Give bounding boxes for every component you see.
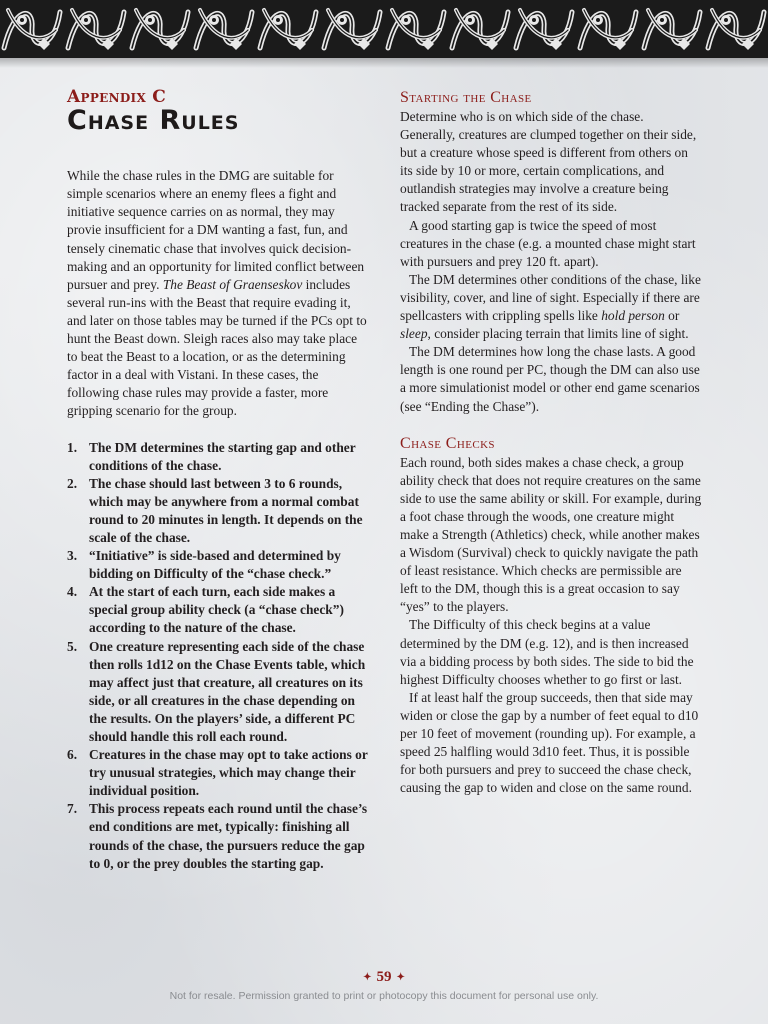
list-item-number: 6.	[67, 747, 78, 763]
section-heading-checks: Chase Checks	[400, 434, 495, 452]
spell-hold-person: hold person	[601, 308, 665, 324]
list-item-text: The DM determines the starting gap and other conditions of the chase.	[89, 439, 356, 473]
list-item-text: This process repeats each round until the chase’s end conditions are met, typically: finishing all rounds of the chase, the pursuers reduce the gap to 0, or the prey doubles the starting gap.	[89, 801, 368, 871]
list-item-text: Creatures in the chase may opt to take actions or try unusual strategies, which may change their individual position.	[89, 747, 368, 799]
starting-paragraph-1: Determine who is on which side of the chase. Generally, creatures are clumped together on their side, but a creature whose speed is different from others on its side by 10 or more, certain complications, and outlandish strategies may involve a creature being tracked separate from the rest of its side.	[400, 109, 697, 215]
intro-paragraph	[67, 167, 370, 420]
left-column	[67, 86, 370, 873]
list-item-text: The chase should last between 3 to 6 rounds, which may be anywhere from a normal combat round to 20 minutes in length. It depends on the scale of the chase.	[89, 475, 363, 545]
list-item	[67, 583, 370, 637]
list-item-text: At the start of each turn, each side makes a special group ability check (a “chase check”) according to the nature of the chase.	[89, 584, 344, 636]
starting-p3-text-c: , consider placing terrain that limits line of sight.	[427, 326, 689, 342]
intro-text-2: includes several run-ins with the Beast that require evading it, and later on those tables may be turned if the PCs opt to hunt the Beast down. Sleigh races also may take place to beat the Beast to a location, or as the determining factor in a deal with Vistani. In these cases, the following chase rules may provide a faster, more gripping scenario for the group.	[67, 276, 367, 419]
chase-steps-list	[67, 439, 370, 873]
starting-paragraph-3	[400, 271, 702, 343]
knotwork-pattern-icon	[0, 0, 768, 58]
appendix-label: Appendix C	[67, 87, 167, 107]
list-item-number: 1.	[67, 439, 78, 455]
list-item-number: 3.	[67, 548, 78, 564]
list-item-number: 5.	[67, 638, 78, 654]
right-column	[400, 86, 702, 797]
intro-italic-title: The Beast of Graenseskov	[162, 276, 303, 292]
ornament-right-icon: ✦	[396, 972, 405, 984]
legal-notice: Not for resale. Permission granted to print or photocopy this document for personal use only.	[169, 990, 599, 1002]
page-title: Chase Rules	[67, 105, 240, 137]
list-item-number: 7.	[67, 801, 78, 817]
list-item	[67, 746, 370, 800]
list-item-text: “Initiative” is side-based and determined by bidding on Difficulty of the “chase check.”	[89, 548, 341, 582]
starting-paragraph-2: A good starting gap is twice the speed of most creatures in the chase (e.g. a mounted chase might start with pursuers and prey 120 ft. apart).	[400, 217, 696, 269]
list-item	[67, 638, 370, 747]
checks-paragraph-2: The Difficulty of this check begins at a value determined by the DM (e.g. 12), and is then increased via a bidding process by both sides. The side to bid the highest Difficulty chooses whether to go first or last.	[400, 617, 694, 687]
knotwork-border	[0, 0, 768, 58]
section-heading-starting: Starting the Chase	[400, 89, 532, 106]
checks-paragraph-1: Each round, both sides makes a chase check, a group ability check that does not require creatures on the same side to use the same ability or skill. For example, during a foot chase through the woods, one creature might make a Strength (Athletics) check, while another makes a Wisdom (Survival) check to quickly navigate the path of least resistance. Which checks are permissible are left to the DM, though this is a great occasion to say “yes” to the players.	[400, 454, 702, 615]
intro-text-1: While the chase rules in the DMG are suitable for simple scenarios where an enemy flees a fight and initiative sequence carries on as normal, they may provie insufficient for a DM wanting a fast, fun, and tensely cinematic chase that involves quick decision-making and an opportunity for limited conflict between pursuer and prey.	[67, 168, 365, 292]
list-item-number: 4.	[67, 584, 78, 600]
page-number-row	[0, 969, 768, 986]
list-item	[67, 439, 370, 475]
ornament-left-icon: ✦	[363, 972, 372, 984]
spell-sleep: sleep	[400, 326, 428, 342]
page-number: 59	[376, 969, 392, 985]
checks-paragraph-3: If at least half the group succeeds, then that side may widen or close the gap by a number of feet equal to d10 per 10 feet of movement (rounding up). For example, a speed 25 halfling would 3d10 feet. Thus, it is possible for both pursuers and prey to succeed the chase check, causing the gap to widen and close on the same round.	[400, 689, 699, 796]
starting-p3-text-b: or	[664, 308, 680, 324]
starting-paragraph-4: The DM determines how long the chase lasts. A good length is one round per PC, though the DM can also use a more simulationist model or other end game scenarios (see “Ending the Chase”).	[400, 344, 700, 414]
list-item-text: One creature representing each side of the chase then rolls 1d12 on the Chase Events table, which may affect just that creature, all creatures on its side, or all creatures in the chase depending on the results. On the players’ side, a different PC should handle this roll each round.	[89, 638, 366, 744]
list-item	[67, 475, 370, 547]
starting-p3-text-a: The DM determines other conditions of the chase, like visibility, cover, and line of sight. Especially if there are spellcasters with crippling spells like	[400, 271, 701, 324]
list-item	[67, 547, 370, 583]
list-item	[67, 800, 370, 872]
list-item-number: 2.	[67, 475, 78, 491]
border-shadow	[0, 58, 768, 68]
